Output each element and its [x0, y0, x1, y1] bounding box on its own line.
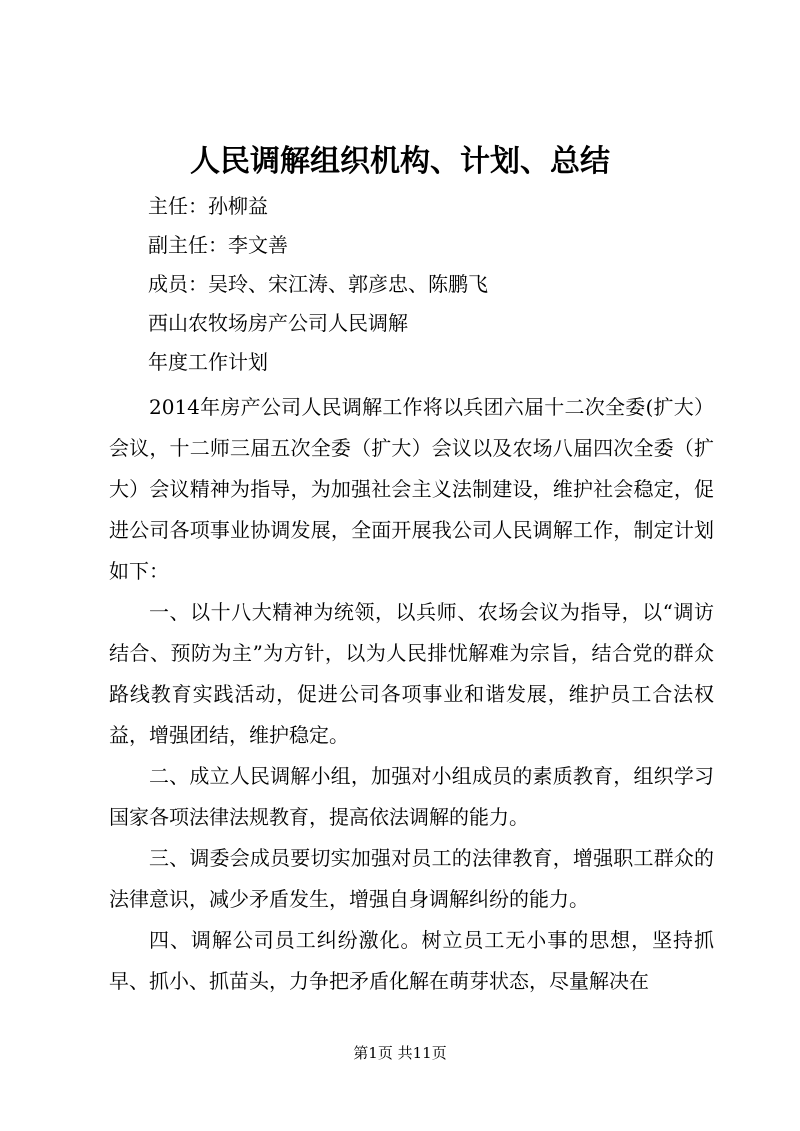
- organization-line: 西山农牧场房产公司人民调解: [148, 311, 408, 335]
- plan-heading-line: 年度工作计划: [148, 350, 268, 374]
- deputy-director-line: 副主任：李文善: [148, 233, 288, 257]
- item-2-paragraph: 二、成立人民调解小组，加强对小组成员的素质教育，组织学习国家各项法律法规教育，提高依法调解的能力。: [109, 764, 714, 829]
- intro-paragraph: 2014年房产公司人民调解工作将以兵团六届十二次全委(扩大）会议，十二师三届五次全委（扩大）会议以及农场八届四次全委（扩大）会议精神为指导，为加强社会主义法制建设，维护社会稳定，促进公司各项事业协调发展，全面开展我公司人民调解工作，制定计划如下：: [109, 395, 714, 583]
- page-footer: 第1页 共11页: [353, 1044, 447, 1062]
- item-1-paragraph: 一、以十八大精神为统领，以兵师、农场会议为指导，以“调访结合、预防为主”为方针，以为人民排忧解难为宗旨，结合党的群众路线教育实践活动，促进公司各项事业和谐发展，维护员工合法权益，增强团结，维护稳定。: [109, 600, 714, 747]
- item-3-paragraph: 三、调委会成员要切实加强对员工的法律教育，增强职工群众的法律意识，减少矛盾发生，增强自身调解纠纷的能力。: [109, 846, 714, 911]
- members-line: 成员：吴玲、宋江涛、郭彦忠、陈鹏飞: [148, 272, 488, 296]
- document-title: 人民调解组织机构、计划、总结: [190, 144, 610, 179]
- director-line: 主任：孙柳益: [148, 194, 268, 218]
- item-4-paragraph: 四、调解公司员工纠纷激化。树立员工无小事的思想，坚持抓早、抓小、抓苗头，力争把矛盾化解在萌芽状态，尽量解决在: [109, 928, 714, 993]
